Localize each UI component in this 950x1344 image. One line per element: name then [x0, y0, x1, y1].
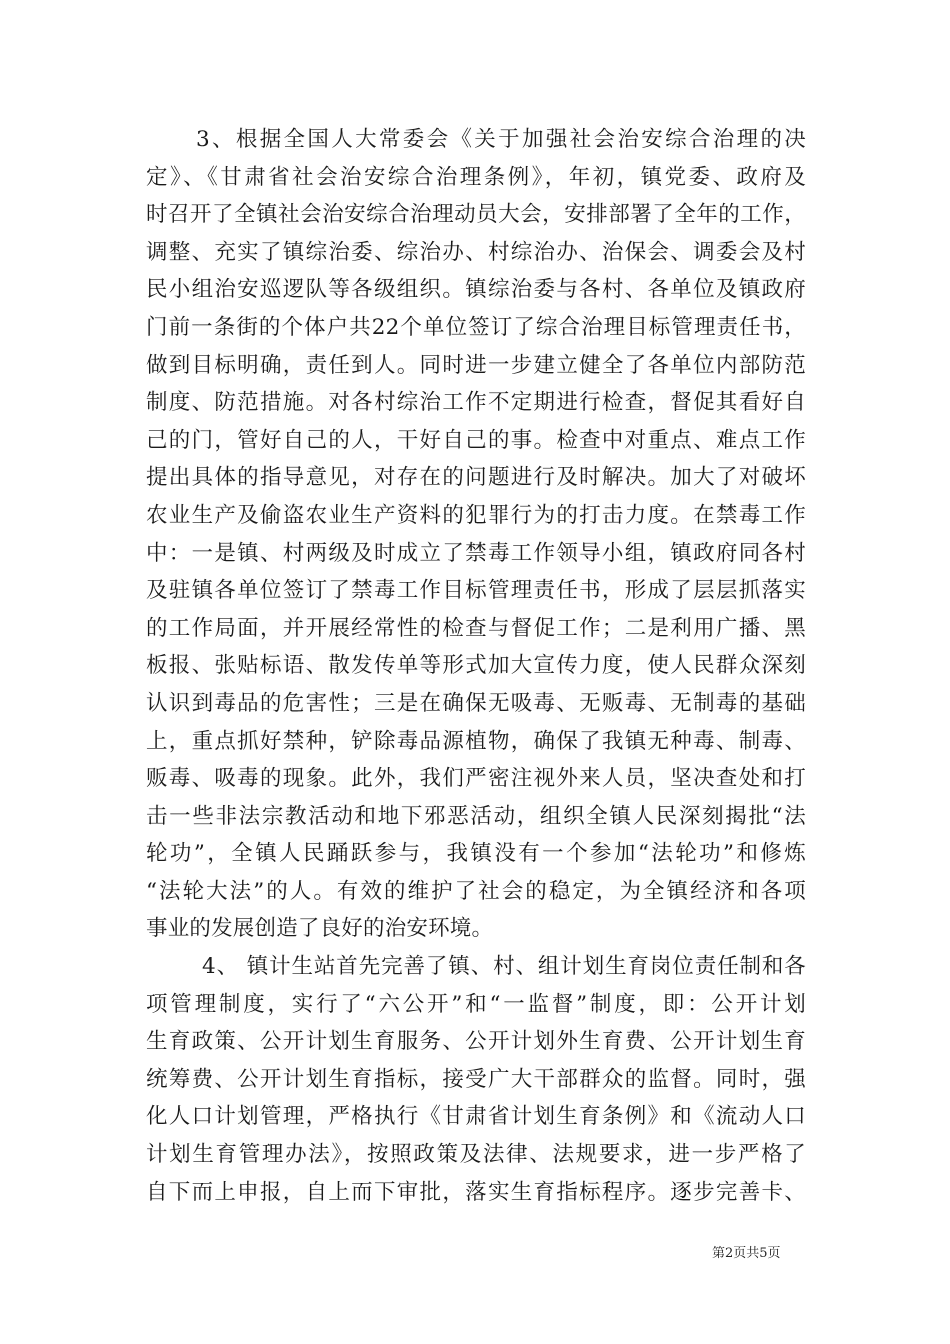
text-line: 定》、《甘肃省社会治安综合治理条例》，年初，镇党委、政府及	[146, 164, 806, 190]
text-line: 的工作局面，并开展经常性的检查与督促工作；二是利用广播、黑	[146, 615, 806, 641]
text-line: 统筹费、公开计划生育指标，接受广大干部群众的监督。同时，强	[146, 1066, 806, 1092]
paragraph-3-public-security	[146, 121, 806, 948]
text-line: 己的门，管好自己的人，干好自己的事。检查中对重点、难点工作	[146, 427, 806, 453]
text-line: 门前一条街的个体户共22个单位签订了综合治理目标管理责任书，	[146, 314, 806, 340]
text-line: 板报、张贴标语、散发传单等形式加大宣传力度，使人民群众深刻	[146, 653, 806, 679]
text-line: 4、 镇计生站首先完善了镇、村、组计划生育岗位责任制和各	[202, 954, 806, 980]
text-line: 农业生产及偷盗农业生产资料的犯罪行为的打击力度。在禁毒工作	[146, 502, 806, 528]
page-number: 第2页共5页	[712, 1246, 781, 1261]
text-line: 认识到毒品的危害性；三是在确保无吸毒、无贩毒、无制毒的基础	[146, 690, 806, 716]
text-line: 计划生育管理办法》，按照政策及法律、法规要求，进一步严格了	[146, 1142, 806, 1168]
text-line: 3、根据全国人大常委会《关于加强社会治安综合治理的决	[196, 127, 806, 152]
paragraph-4-family-planning	[146, 948, 806, 1211]
text-line: 轮功”，全镇人民踊跃参与，我镇没有一个参加“法轮功”和修炼	[146, 841, 806, 867]
text-line: 上，重点抓好禁种，铲除毒品源植物，确保了我镇无种毒、制毒、	[146, 728, 806, 754]
text-line: 提出具体的指导意见，对存在的问题进行及时解决。加大了对破坏	[146, 465, 806, 491]
text-line: 做到目标明确，责任到人。同时进一步建立健全了各单位内部防范	[146, 352, 806, 378]
text-line: 贩毒、吸毒的现象。此外，我们严密注视外来人员，坚决查处和打	[146, 766, 806, 792]
body-text	[146, 121, 806, 1211]
text-line: 及驻镇各单位签订了禁毒工作目标管理责任书，形成了层层抓落实	[146, 578, 806, 604]
text-line: 击一些非法宗教活动和地下邪恶活动，组织全镇人民深刻揭批“法	[146, 803, 806, 829]
text-line: 时召开了全镇社会治安综合治理动员大会，安排部署了全年的工作，	[146, 202, 806, 228]
text-line: 中：一是镇、村两级及时成立了禁毒工作领导小组，镇政府同各村	[146, 540, 806, 566]
text-line: 生育政策、公开计划生育服务、公开计划外生育费、公开计划生育	[146, 1029, 806, 1055]
text-line: 自下而上申报，自上而下审批，落实生育指标程序。逐步完善卡、	[146, 1179, 806, 1205]
text-line: 项管理制度，实行了“六公开”和“一监督”制度，即：公开计划	[146, 991, 806, 1017]
text-line: “法轮大法”的人。有效的维护了社会的稳定，为全镇经济和各项	[146, 878, 806, 904]
text-line: 化人口计划管理，严格执行《甘肃省计划生育条例》和《流动人口	[146, 1104, 806, 1130]
text-line: 调整、充实了镇综治委、综治办、村综治办、治保会、调委会及村	[146, 239, 806, 265]
text-line: 事业的发展创造了良好的治安环境。	[146, 916, 494, 942]
text-line: 民小组治安巡逻队等各级组织。镇综治委与各村、各单位及镇政府	[146, 277, 806, 303]
text-line: 制度、防范措施。对各村综治工作不定期进行检查，督促其看好自	[146, 390, 806, 416]
